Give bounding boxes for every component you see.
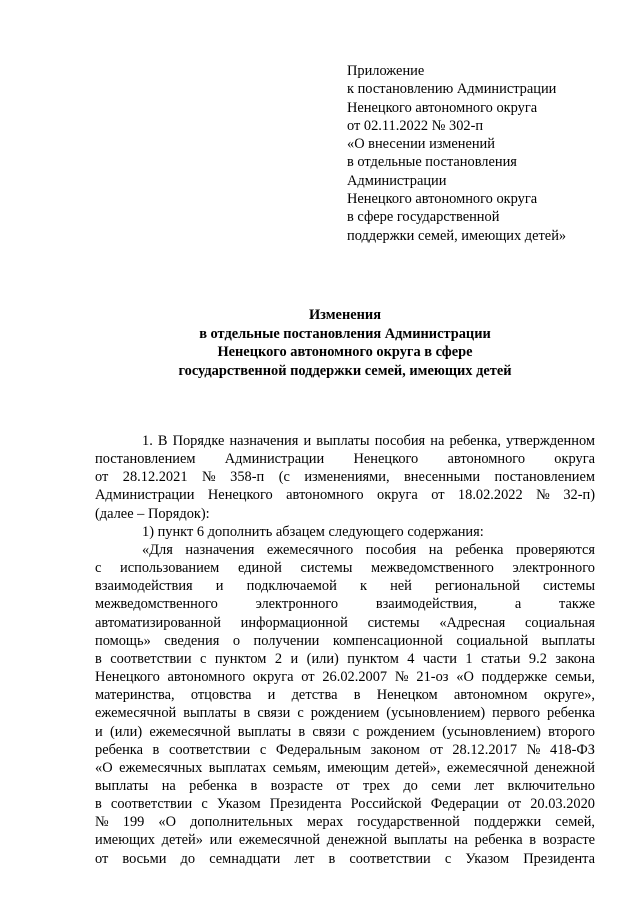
appendix-line: от 02.11.2022 № 302-п bbox=[347, 117, 484, 134]
title-line: Изменения bbox=[308, 307, 381, 323]
text-line: ребенка в соответствии с Федеральным законом от 28.12.2017 № 418-ФЗ bbox=[95, 741, 595, 758]
text-line: (далее – Порядок): bbox=[95, 505, 210, 522]
text-line: в соответствии с пунктом 2 и (или) пунктом 4 части 1 статьи 9.2 закона bbox=[95, 650, 595, 667]
text-line: материнства, отцовства и детства в Ненецком автономном округе», bbox=[95, 687, 595, 704]
title-line: в отдельные постановления Администрации bbox=[199, 325, 491, 342]
text-line: автоматизированной информационной системы «Адресная социальная bbox=[95, 614, 595, 631]
paragraph-1 bbox=[95, 432, 595, 523]
text-line: ежемесячной выплаты в связи с рождением (усыновлением) первого ребенка bbox=[95, 705, 595, 722]
title-line: государственной поддержки семей, имеющих детей bbox=[178, 362, 512, 379]
paragraph-2 bbox=[95, 523, 595, 541]
text-line: и (или) ежемесячной выплаты в связи с рождением (усыновлением) второго bbox=[95, 723, 595, 740]
title-line: Ненецкого автономного округа в сфере bbox=[217, 344, 473, 361]
text-line: Администрации Ненецкого автономного округа от 18.02.2022 № 32-п) bbox=[95, 487, 595, 504]
text-line: взаимодействия и подключаемой к ней региональной системы bbox=[95, 578, 595, 595]
text-line: «О ежемесячных выплатах семьям, имеющим детей», ежемесячной денежной bbox=[95, 759, 595, 776]
appendix-line: Ненецкого автономного округа bbox=[347, 99, 538, 116]
document-title bbox=[95, 306, 595, 380]
text-line: межведомственного электронного взаимодействия, а также bbox=[95, 596, 595, 613]
appendix-line: Администрации bbox=[347, 172, 447, 189]
appendix-line: Приложение bbox=[347, 63, 425, 79]
appendix-line: в сфере государственной bbox=[347, 209, 500, 226]
text-line: от 28.12.2021 № 358-п (с изменениями, внесенными постановлением bbox=[95, 469, 595, 486]
text-line: Ненецкого автономного округа от 26.02.2007 № 21-оз «О поддержке семьи, bbox=[95, 669, 595, 686]
appendix-line: к постановлению Администрации bbox=[347, 81, 557, 98]
text-line: 1. В Порядке назначения и выплаты пособия на ребенка, утвержденном bbox=[142, 433, 595, 449]
appendix-line: поддержки семей, имеющих детей» bbox=[347, 227, 567, 244]
text-line: с использованием единой системы межведомственного электронного bbox=[95, 560, 595, 577]
appendix-header bbox=[347, 62, 617, 245]
appendix-line: Ненецкого автономного округа bbox=[347, 191, 538, 208]
text-line: постановлением Администрации Ненецкого автономного округа bbox=[95, 451, 595, 468]
text-line: от восьми до семнадцати лет в соответствии с Указом Президента bbox=[95, 850, 595, 867]
text-line: в соответствии с Указом Президента Российской Федерации от 20.03.2020 bbox=[95, 796, 595, 813]
appendix-line: в отдельные постановления bbox=[347, 154, 517, 171]
appendix-line: «О внесении изменений bbox=[347, 136, 495, 153]
text-line: выплаты на ребенка в возрасте от трех до семи лет включительно bbox=[95, 777, 595, 794]
text-line: 1) пункт 6 дополнить абзацем следующего содержания: bbox=[142, 523, 484, 540]
text-line: имеющих детей» или ежемесячной денежной выплаты на ребенка в возрасте bbox=[95, 832, 595, 849]
document-body bbox=[95, 432, 595, 868]
text-line: «Для назначения ежемесячного пособия на ребенка проверяются bbox=[142, 541, 595, 558]
text-line: помощь» сведения о получении компенсационной социальной выплаты bbox=[95, 632, 595, 649]
text-line: № 199 «О дополнительных мерах государственной поддержки семей, bbox=[95, 814, 595, 831]
paragraph-3 bbox=[95, 541, 595, 868]
